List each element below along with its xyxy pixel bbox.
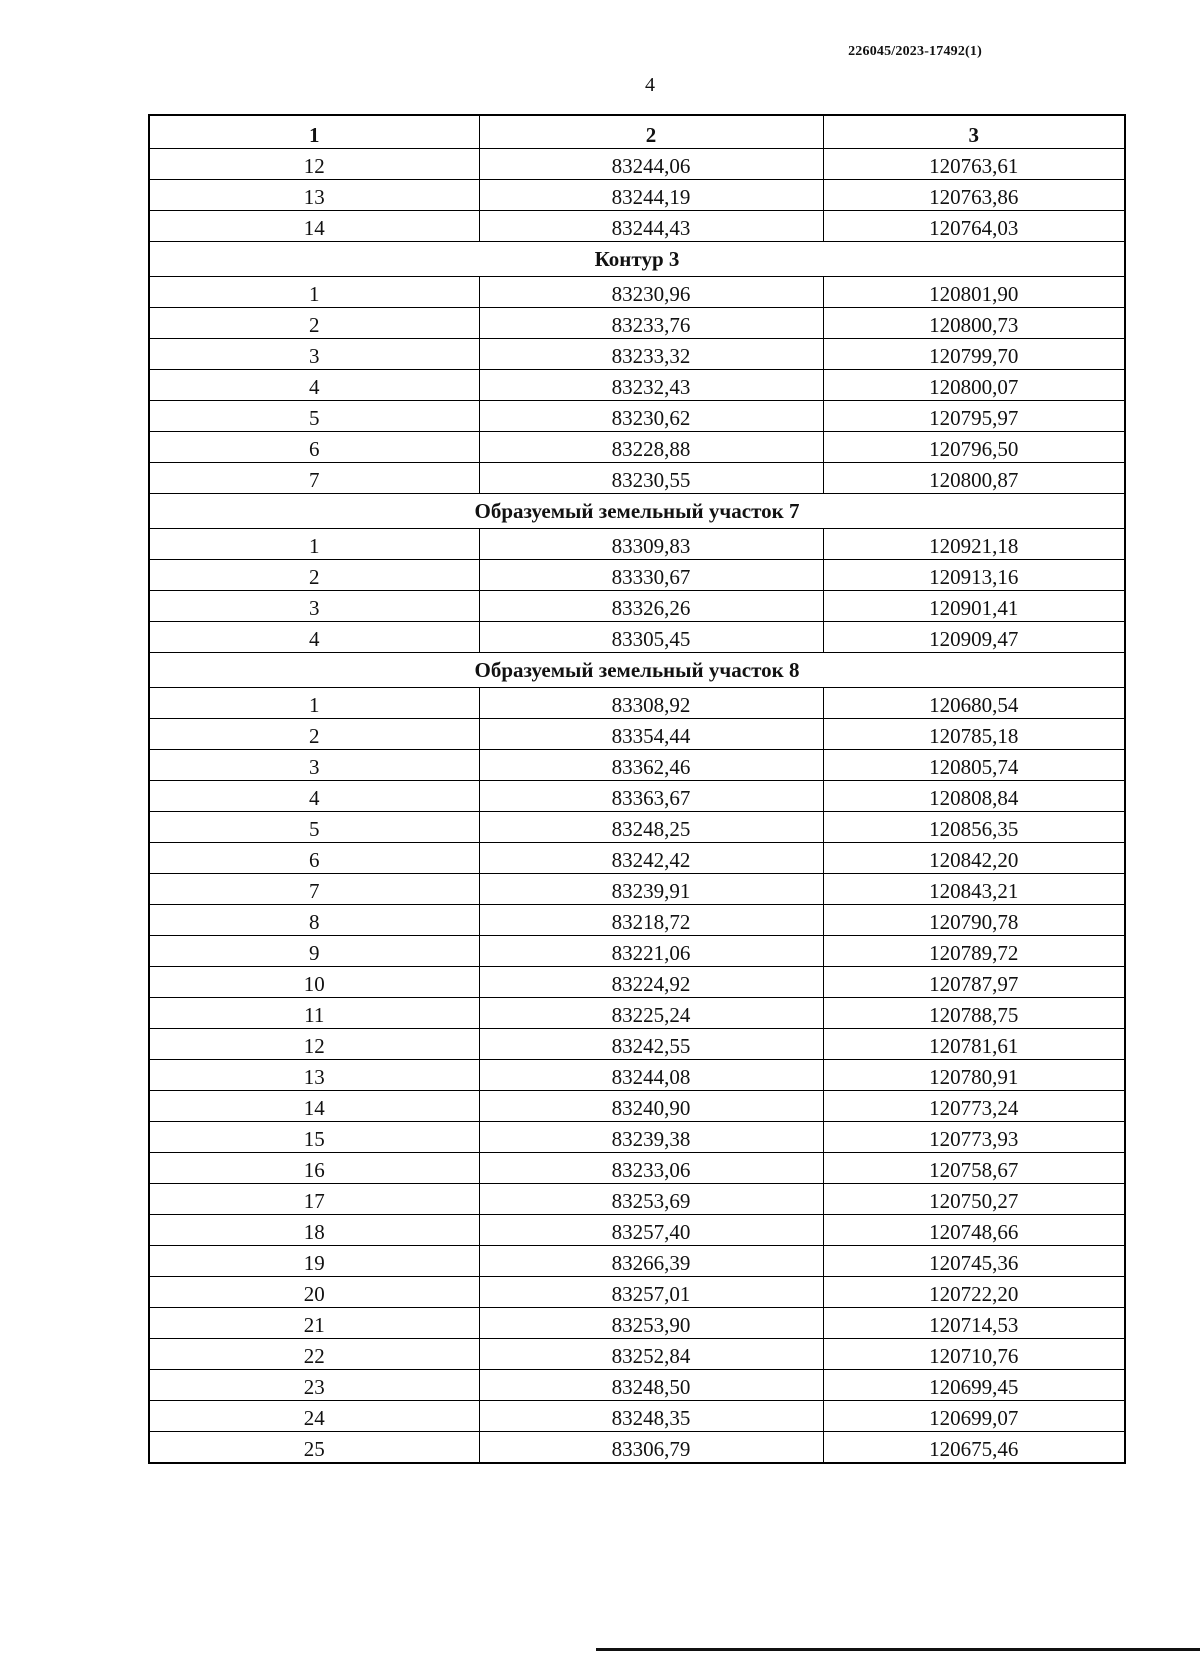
table-row <box>149 843 1125 874</box>
y-coordinate-cell: 120745,36 <box>823 1246 1125 1277</box>
point-number-cell: 15 <box>149 1122 479 1153</box>
y-coordinate-cell: 120843,21 <box>823 874 1125 905</box>
x-coordinate-cell: 83266,39 <box>479 1246 823 1277</box>
x-coordinate-cell: 83309,83 <box>479 529 823 560</box>
y-coordinate-cell: 120901,41 <box>823 591 1125 622</box>
y-coordinate-cell: 120763,86 <box>823 180 1125 211</box>
x-coordinate-cell: 83362,46 <box>479 750 823 781</box>
x-coordinate-cell: 83225,24 <box>479 998 823 1029</box>
x-coordinate-cell: 83232,43 <box>479 370 823 401</box>
table-row <box>149 591 1125 622</box>
x-coordinate-cell: 83248,35 <box>479 1401 823 1432</box>
point-number-cell: 2 <box>149 308 479 339</box>
table-row <box>149 211 1125 242</box>
point-number-cell: 21 <box>149 1308 479 1339</box>
point-number-cell: 1 <box>149 688 479 719</box>
y-coordinate-cell: 120808,84 <box>823 781 1125 812</box>
table-header-row <box>149 115 1125 149</box>
x-coordinate-cell: 83257,40 <box>479 1215 823 1246</box>
table-row <box>149 1308 1125 1339</box>
x-coordinate-cell: 83233,06 <box>479 1153 823 1184</box>
y-coordinate-cell: 120748,66 <box>823 1215 1125 1246</box>
column-header-1: 1 <box>149 115 479 149</box>
page-number: 4 <box>645 74 655 96</box>
x-coordinate-cell: 83308,92 <box>479 688 823 719</box>
table-row <box>149 308 1125 339</box>
table-row <box>149 1215 1125 1246</box>
table-row <box>149 432 1125 463</box>
point-number-cell: 16 <box>149 1153 479 1184</box>
x-coordinate-cell: 83252,84 <box>479 1339 823 1370</box>
table-row <box>149 1029 1125 1060</box>
y-coordinate-cell: 120842,20 <box>823 843 1125 874</box>
column-header-3: 3 <box>823 115 1125 149</box>
table-row <box>149 688 1125 719</box>
x-coordinate-cell: 83228,88 <box>479 432 823 463</box>
table-body <box>149 149 1125 1464</box>
table-row <box>149 560 1125 591</box>
x-coordinate-cell: 83330,67 <box>479 560 823 591</box>
section-title: Образуемый земельный участок 7 <box>149 494 1125 529</box>
x-coordinate-cell: 83218,72 <box>479 905 823 936</box>
x-coordinate-cell: 83244,43 <box>479 211 823 242</box>
y-coordinate-cell: 120750,27 <box>823 1184 1125 1215</box>
point-number-cell: 13 <box>149 1060 479 1091</box>
y-coordinate-cell: 120800,07 <box>823 370 1125 401</box>
x-coordinate-cell: 83242,42 <box>479 843 823 874</box>
y-coordinate-cell: 120710,76 <box>823 1339 1125 1370</box>
column-header-2: 2 <box>479 115 823 149</box>
point-number-cell: 6 <box>149 432 479 463</box>
x-coordinate-cell: 83239,91 <box>479 874 823 905</box>
y-coordinate-cell: 120913,16 <box>823 560 1125 591</box>
x-coordinate-cell: 83248,25 <box>479 812 823 843</box>
coordinates-table-container <box>148 114 1126 1464</box>
point-number-cell: 1 <box>149 529 479 560</box>
table-row <box>149 812 1125 843</box>
point-number-cell: 1 <box>149 277 479 308</box>
coordinates-table <box>148 114 1126 1464</box>
table-row <box>149 1091 1125 1122</box>
point-number-cell: 8 <box>149 905 479 936</box>
point-number-cell: 4 <box>149 622 479 653</box>
x-coordinate-cell: 83305,45 <box>479 622 823 653</box>
table-row <box>149 1153 1125 1184</box>
table-row <box>149 967 1125 998</box>
section-row <box>149 494 1125 529</box>
table-row <box>149 1401 1125 1432</box>
y-coordinate-cell: 120763,61 <box>823 149 1125 180</box>
section-title: Образуемый земельный участок 8 <box>149 653 1125 688</box>
x-coordinate-cell: 83253,69 <box>479 1184 823 1215</box>
y-coordinate-cell: 120722,20 <box>823 1277 1125 1308</box>
point-number-cell: 3 <box>149 339 479 370</box>
y-coordinate-cell: 120780,91 <box>823 1060 1125 1091</box>
y-coordinate-cell: 120788,75 <box>823 998 1125 1029</box>
point-number-cell: 25 <box>149 1432 479 1464</box>
point-number-cell: 14 <box>149 211 479 242</box>
section-row <box>149 653 1125 688</box>
point-number-cell: 10 <box>149 967 479 998</box>
point-number-cell: 17 <box>149 1184 479 1215</box>
point-number-cell: 20 <box>149 1277 479 1308</box>
x-coordinate-cell: 83230,62 <box>479 401 823 432</box>
x-coordinate-cell: 83221,06 <box>479 936 823 967</box>
x-coordinate-cell: 83239,38 <box>479 1122 823 1153</box>
x-coordinate-cell: 83306,79 <box>479 1432 823 1464</box>
table-row <box>149 1122 1125 1153</box>
y-coordinate-cell: 120773,24 <box>823 1091 1125 1122</box>
table-row <box>149 1432 1125 1464</box>
y-coordinate-cell: 120789,72 <box>823 936 1125 967</box>
y-coordinate-cell: 120790,78 <box>823 905 1125 936</box>
x-coordinate-cell: 83248,50 <box>479 1370 823 1401</box>
y-coordinate-cell: 120680,54 <box>823 688 1125 719</box>
x-coordinate-cell: 83363,67 <box>479 781 823 812</box>
x-coordinate-cell: 83242,55 <box>479 1029 823 1060</box>
y-coordinate-cell: 120699,45 <box>823 1370 1125 1401</box>
point-number-cell: 11 <box>149 998 479 1029</box>
point-number-cell: 7 <box>149 874 479 905</box>
x-coordinate-cell: 83354,44 <box>479 719 823 750</box>
x-coordinate-cell: 83230,96 <box>479 277 823 308</box>
y-coordinate-cell: 120758,67 <box>823 1153 1125 1184</box>
table-row <box>149 1060 1125 1091</box>
y-coordinate-cell: 120699,07 <box>823 1401 1125 1432</box>
table-row <box>149 750 1125 781</box>
point-number-cell: 19 <box>149 1246 479 1277</box>
y-coordinate-cell: 120800,87 <box>823 463 1125 494</box>
table-row <box>149 936 1125 967</box>
table-row <box>149 1184 1125 1215</box>
point-number-cell: 4 <box>149 370 479 401</box>
point-number-cell: 2 <box>149 719 479 750</box>
point-number-cell: 14 <box>149 1091 479 1122</box>
point-number-cell: 4 <box>149 781 479 812</box>
document-number: 226045/2023-17492(1) <box>848 44 982 59</box>
y-coordinate-cell: 120799,70 <box>823 339 1125 370</box>
y-coordinate-cell: 120800,73 <box>823 308 1125 339</box>
y-coordinate-cell: 120781,61 <box>823 1029 1125 1060</box>
y-coordinate-cell: 120801,90 <box>823 277 1125 308</box>
y-coordinate-cell: 120785,18 <box>823 719 1125 750</box>
table-row <box>149 277 1125 308</box>
point-number-cell: 3 <box>149 750 479 781</box>
point-number-cell: 5 <box>149 812 479 843</box>
x-coordinate-cell: 83257,01 <box>479 1277 823 1308</box>
table-row <box>149 622 1125 653</box>
y-coordinate-cell: 120805,74 <box>823 750 1125 781</box>
table-row <box>149 401 1125 432</box>
table-row <box>149 1277 1125 1308</box>
point-number-cell: 3 <box>149 591 479 622</box>
bottom-divider <box>596 1648 1200 1651</box>
x-coordinate-cell: 83233,76 <box>479 308 823 339</box>
point-number-cell: 22 <box>149 1339 479 1370</box>
y-coordinate-cell: 120787,97 <box>823 967 1125 998</box>
y-coordinate-cell: 120795,97 <box>823 401 1125 432</box>
point-number-cell: 2 <box>149 560 479 591</box>
point-number-cell: 18 <box>149 1215 479 1246</box>
x-coordinate-cell: 83244,06 <box>479 149 823 180</box>
table-row <box>149 781 1125 812</box>
table-row <box>149 149 1125 180</box>
table-row <box>149 339 1125 370</box>
point-number-cell: 5 <box>149 401 479 432</box>
y-coordinate-cell: 120921,18 <box>823 529 1125 560</box>
table-row <box>149 874 1125 905</box>
x-coordinate-cell: 83244,19 <box>479 180 823 211</box>
point-number-cell: 12 <box>149 1029 479 1060</box>
point-number-cell: 12 <box>149 149 479 180</box>
x-coordinate-cell: 83240,90 <box>479 1091 823 1122</box>
y-coordinate-cell: 120773,93 <box>823 1122 1125 1153</box>
point-number-cell: 24 <box>149 1401 479 1432</box>
x-coordinate-cell: 83233,32 <box>479 339 823 370</box>
y-coordinate-cell: 120764,03 <box>823 211 1125 242</box>
y-coordinate-cell: 120675,46 <box>823 1432 1125 1464</box>
y-coordinate-cell: 120856,35 <box>823 812 1125 843</box>
y-coordinate-cell: 120796,50 <box>823 432 1125 463</box>
y-coordinate-cell: 120909,47 <box>823 622 1125 653</box>
table-row <box>149 180 1125 211</box>
x-coordinate-cell: 83224,92 <box>479 967 823 998</box>
table-row <box>149 463 1125 494</box>
table-row <box>149 1370 1125 1401</box>
point-number-cell: 9 <box>149 936 479 967</box>
x-coordinate-cell: 83244,08 <box>479 1060 823 1091</box>
table-row <box>149 1246 1125 1277</box>
point-number-cell: 13 <box>149 180 479 211</box>
table-row <box>149 998 1125 1029</box>
table-row <box>149 1339 1125 1370</box>
table-row <box>149 905 1125 936</box>
point-number-cell: 23 <box>149 1370 479 1401</box>
table-row <box>149 370 1125 401</box>
x-coordinate-cell: 83253,90 <box>479 1308 823 1339</box>
table-row <box>149 529 1125 560</box>
x-coordinate-cell: 83230,55 <box>479 463 823 494</box>
x-coordinate-cell: 83326,26 <box>479 591 823 622</box>
table-row <box>149 719 1125 750</box>
section-row <box>149 242 1125 277</box>
point-number-cell: 6 <box>149 843 479 874</box>
y-coordinate-cell: 120714,53 <box>823 1308 1125 1339</box>
point-number-cell: 7 <box>149 463 479 494</box>
section-title: Контур 3 <box>149 242 1125 277</box>
